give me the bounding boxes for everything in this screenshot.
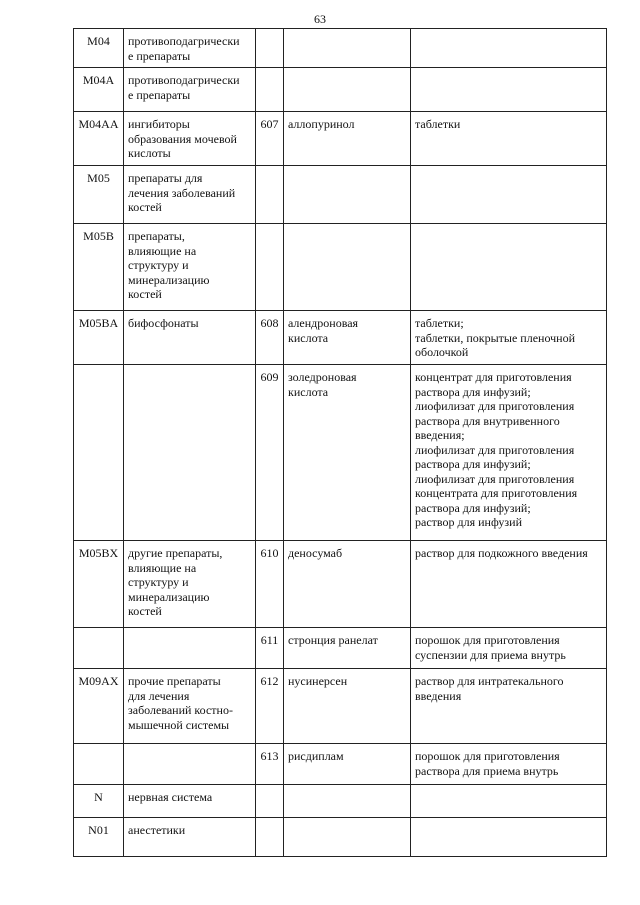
atc-code-cell: M04A	[74, 68, 124, 112]
drug-name-cell: рисдиплам	[284, 744, 411, 785]
table-row	[74, 785, 607, 818]
dosage-form-cell	[411, 818, 607, 857]
dosage-form-cell: раствор для подкожного введения	[411, 541, 607, 628]
group-name-cell	[124, 744, 256, 785]
dosage-form-cell	[411, 224, 607, 311]
dosage-form-cell: концентрат для приготовления раствора для инфузий; лиофилизат для приготовления раствора для внутривенного введения; лиофилизат для приготовления раствора для инфузий; лиофилизат для приготовления концентрата для приготовления раствора для инфузий; раствор для инфузий	[411, 365, 607, 541]
group-name-cell	[124, 628, 256, 669]
item-number-cell	[256, 166, 284, 224]
drug-name-cell: стронция ранелат	[284, 628, 411, 669]
drug-name-cell	[284, 68, 411, 112]
atc-code-cell: M05BX	[74, 541, 124, 628]
item-number-cell: 607	[256, 112, 284, 166]
drug-name-cell	[284, 166, 411, 224]
group-name-cell: прочие препараты для лечения заболеваний костно- мышечной системы	[124, 669, 256, 744]
item-number-cell	[256, 818, 284, 857]
item-number-cell	[256, 785, 284, 818]
table-row	[74, 365, 607, 541]
atc-code-cell: M04	[74, 29, 124, 68]
item-number-cell: 610	[256, 541, 284, 628]
table-row	[74, 68, 607, 112]
atc-code-cell: M04AA	[74, 112, 124, 166]
drug-name-cell: аллопуринол	[284, 112, 411, 166]
table-row	[74, 224, 607, 311]
table-row	[74, 29, 607, 68]
dosage-form-cell: порошок для приготовления суспензии для приема внутрь	[411, 628, 607, 669]
dosage-form-cell: таблетки; таблетки, покрытые пленочной оболочкой	[411, 311, 607, 365]
drug-classification-table	[73, 28, 607, 857]
table-row	[74, 669, 607, 744]
item-number-cell: 609	[256, 365, 284, 541]
atc-code-cell: M05	[74, 166, 124, 224]
page-number: 63	[314, 12, 326, 26]
table-row	[74, 744, 607, 785]
item-number-cell	[256, 68, 284, 112]
drug-name-cell: золедроновая кислота	[284, 365, 411, 541]
atc-code-cell	[74, 365, 124, 541]
group-name-cell: препараты, влияющие на структуру и минерализацию костей	[124, 224, 256, 311]
group-name-cell: противоподагрически е препараты	[124, 29, 256, 68]
atc-code-cell: N01	[74, 818, 124, 857]
group-name-cell: бифосфонаты	[124, 311, 256, 365]
table-row	[74, 628, 607, 669]
atc-code-cell: M05BA	[74, 311, 124, 365]
atc-code-cell: N	[74, 785, 124, 818]
table-row	[74, 166, 607, 224]
dosage-form-cell	[411, 68, 607, 112]
item-number-cell	[256, 224, 284, 311]
drug-name-cell: нусинерсен	[284, 669, 411, 744]
dosage-form-cell: раствор для интратекального введения	[411, 669, 607, 744]
dosage-form-cell	[411, 785, 607, 818]
atc-code-cell	[74, 628, 124, 669]
table-row	[74, 112, 607, 166]
atc-code-cell	[74, 744, 124, 785]
group-name-cell: анестетики	[124, 818, 256, 857]
table-row	[74, 818, 607, 857]
table-row	[74, 541, 607, 628]
group-name-cell: ингибиторы образования мочевой кислоты	[124, 112, 256, 166]
drug-name-cell	[284, 29, 411, 68]
group-name-cell: препараты для лечения заболеваний костей	[124, 166, 256, 224]
drug-name-cell	[284, 224, 411, 311]
item-number-cell: 608	[256, 311, 284, 365]
dosage-form-cell	[411, 166, 607, 224]
atc-code-cell: M05B	[74, 224, 124, 311]
dosage-form-cell: порошок для приготовления раствора для приема внутрь	[411, 744, 607, 785]
item-number-cell: 611	[256, 628, 284, 669]
item-number-cell	[256, 29, 284, 68]
drug-name-cell	[284, 818, 411, 857]
group-name-cell: противоподагрически е препараты	[124, 68, 256, 112]
item-number-cell: 613	[256, 744, 284, 785]
item-number-cell: 612	[256, 669, 284, 744]
dosage-form-cell	[411, 29, 607, 68]
drug-name-cell: деносумаб	[284, 541, 411, 628]
group-name-cell: другие препараты, влияющие на структуру и минерализацию костей	[124, 541, 256, 628]
atc-code-cell: M09AX	[74, 669, 124, 744]
dosage-form-cell: таблетки	[411, 112, 607, 166]
drug-name-cell: алендроновая кислота	[284, 311, 411, 365]
table-row	[74, 311, 607, 365]
group-name-cell: нервная система	[124, 785, 256, 818]
drug-name-cell	[284, 785, 411, 818]
group-name-cell	[124, 365, 256, 541]
